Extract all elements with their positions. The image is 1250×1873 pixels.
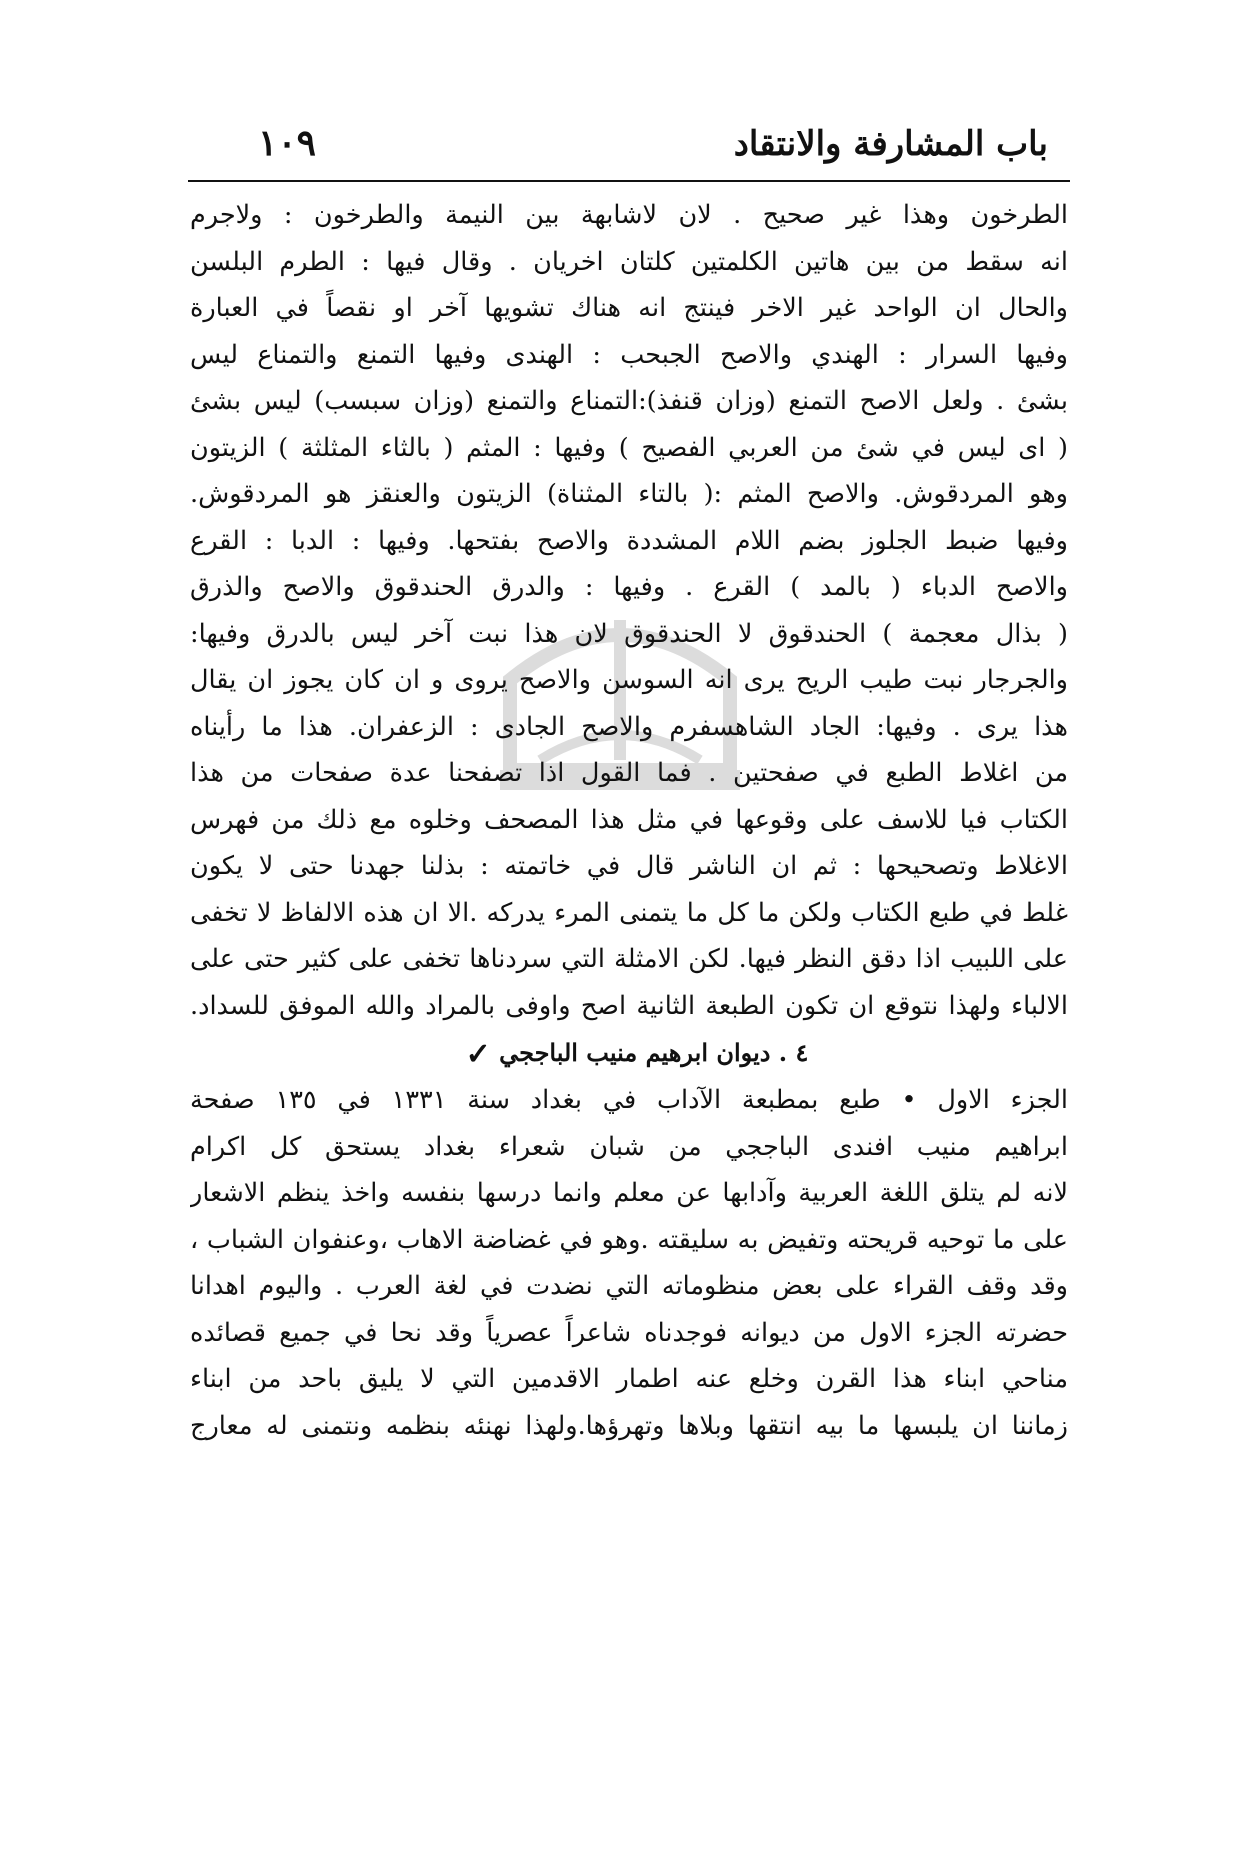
text-line: وفيها السرار : الهندي والاصح الجبحب : الهندى وفيها التمنع والتمناع ليس xyxy=(190,339,1068,370)
text-line: غلط في طبع الكتاب ولكن ما كل ما يتمنى المرء يدركه .الا ان هذه الالفاظ لا تخفى xyxy=(190,897,1068,928)
page-header xyxy=(188,118,1068,174)
text-line: مناحي ابناء هذا القرن وخلع عنه اطمار الاقدمين التي لا يليق باحد من ابناء xyxy=(190,1364,1068,1394)
text-line: على ما توحيه قريحته وتفيض به سليقته .وهو في غضاضة الاهاب ،وعنفوان الشباب ، xyxy=(190,1224,1068,1255)
text-line: بشئ . ولعل الاصح التمنع (وزان قنفذ):التمناع والتمنع (وزان سبسب) ليس بشئ xyxy=(190,386,1068,416)
text-line: هذا يرى . وفيها: الجاد الشاهسفرم والاصح الجادى : الزعفران. هذا ما رأيناه xyxy=(190,711,1068,742)
running-title: باب المشارفة والانتقاد xyxy=(733,124,1048,164)
text-line: والجرجار نبت طيب الريح يرى انه السوسن والاصح يروى و ان كان يجوز ان يقال xyxy=(190,665,1068,695)
text-line: والحال ان الواحد غير الاخر فينتج انه هناك تشويها آخر او نقصاً في العبارة xyxy=(190,293,1068,323)
text-line: ( بذال معجمة ) الحندقوق لا الحندقوق لان هذا نبت آخر ليس بالدرق وفيها: xyxy=(190,618,1068,649)
text-line: انه سقط من بين هاتين الكلمتين كلتان اخريان . وقال فيها : الطرم البلسن xyxy=(190,246,1068,277)
text-line: حضرته الجزء الاول من ديوانه فوجدناه شاعراً عصرياً وقد نحا في جميع قصائده xyxy=(190,1317,1068,1348)
text-line: وقد وقف القراء على بعض منظوماته التي نضدت في لغة العرب . واليوم اهدانا xyxy=(190,1271,1068,1301)
text-line: من اغلاط الطبع في صفحتين . فما القول اذا تصفحنا عدة صفحات من هذا xyxy=(190,758,1068,788)
text-line: الجزء الاول • طبع بمطبعة الآداب في بغداد سنة ١٣٣١ في ١٣٥ صفحة xyxy=(190,1085,1068,1115)
text-line: ( اى ليس في شئ من العربي الفصيح ) وفيها : المثم ( بالثاء المثلثة ) الزيتون xyxy=(190,432,1068,463)
checkmark-icon: ✓ xyxy=(465,1036,491,1072)
text-line: ابراهيم منيب افندى الباججي من شبان شعراء بغداد يستحق كل اكرام xyxy=(190,1131,1068,1162)
section-heading xyxy=(190,1029,1068,1077)
text-line: على اللبيب اذا دقق النظر فيها. لكن الامثلة التي سردناها تخفى على كثير حتى على xyxy=(190,944,1068,974)
text-line: والاصح الدباء ( بالمد ) القرع . وفيها : والدرق الحندقوق والاصح والذرق xyxy=(190,572,1068,602)
section-heading-text: ٤ . ديوان ابرهيم منيب الباججي xyxy=(499,1038,809,1067)
text-line: لانه لم يتلق اللغة العربية وآدابها عن معلم وانما درسها بنفسه واخذ ينظم الاشعار xyxy=(190,1178,1068,1208)
article-body xyxy=(190,192,1068,1449)
header-rule xyxy=(188,180,1070,182)
text-line: الكتاب فيا للاسف على وقوعها في مثل هذا المصحف وخلوه مع ذلك من فهرس xyxy=(190,804,1068,835)
page-number: ١٠٩ xyxy=(258,122,317,164)
text-line: زماننا ان يلبسها ما بيه انتقها وبلاها وتهرؤها.ولهذا نهنئه بنظمه ونتمنى له معارج xyxy=(190,1410,1068,1441)
text-line: وفيها ضبط الجلوز بضم اللام المشددة والاصح بفتحها. وفيها : الدبا : القرع xyxy=(190,525,1068,556)
text-line: وهو المردقوش. والاصح المثم :( بالتاء المثناة) الزيتون والعنقز هو المردقوش. xyxy=(190,479,1068,509)
text-line: الاغلاط وتصحيحها : ثم ان الناشر قال في خاتمته : بذلنا جهدنا حتى لا يكون xyxy=(190,851,1068,881)
text-line: الطرخون وهذا غير صحيح . لان لاشابهة بين النيمة والطرخون : ولاجرم xyxy=(190,200,1068,230)
text-line: الالباء ولهذا نتوقع ان تكون الطبعة الثانية اصح واوفى بالمراد والله الموفق للسداد. xyxy=(190,990,1068,1021)
